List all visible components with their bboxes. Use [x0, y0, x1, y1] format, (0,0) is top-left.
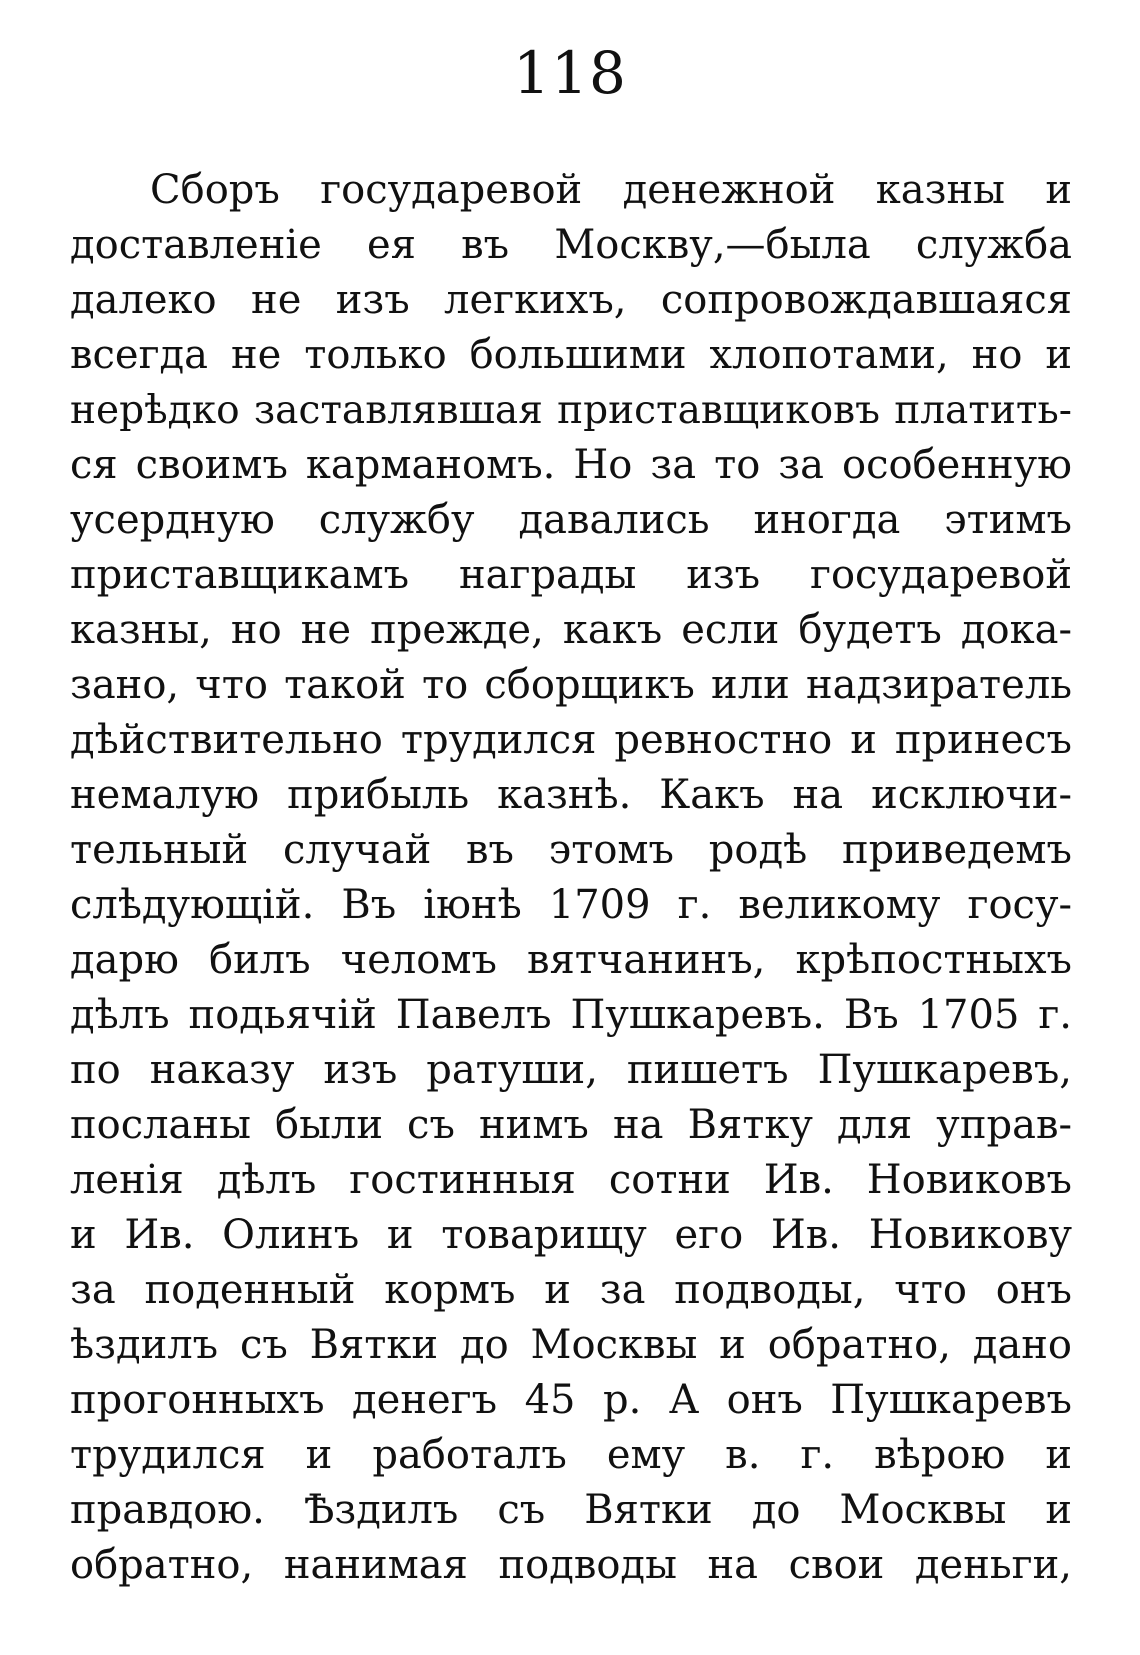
text-line: тельный случай въ этомъ родѣ приведемъ [70, 827, 1072, 873]
text-line: всегда не только большими хлопотами, но и [70, 332, 1072, 378]
text-line: зано, что такой то сборщикъ или надзиратель [70, 662, 1072, 708]
text-line: нерѣдко заставлявшая приставщиковъ платить- [70, 388, 1072, 433]
text-line: усердную службу давались иногда этимъ [70, 497, 1072, 543]
text-line: правдою. Ѣздилъ съ Вятки до Москвы и [70, 1487, 1072, 1533]
text-line: дѣлъ подьячій Павелъ Пушкаревъ. Въ 1705 г. [70, 992, 1072, 1038]
text-line: приставщикамъ награды изъ государевой [70, 552, 1072, 598]
text-line: ся своимъ карманомъ. Но за то за особенную [70, 442, 1072, 488]
page-number: 118 [513, 39, 627, 107]
body-text [70, 163, 1072, 1593]
text-line: дѣйствительно трудился ревностно и принесъ [70, 717, 1072, 763]
text-line: слѣдующій. Въ іюнѣ 1709 г. великому госу- [70, 882, 1072, 928]
text-line: и Ив. Олинъ и товарищу его Ив. Новикову [70, 1212, 1072, 1258]
text-line: обратно, нанимая подводы на свои деньги, [70, 1542, 1072, 1588]
text-line: далеко не изъ легкихъ, сопровождавшаяся [70, 277, 1072, 323]
text-line: трудился и работалъ ему в. г. вѣрою и [70, 1432, 1072, 1478]
text-line: по наказу изъ ратуши, пишетъ Пушкаревъ, [70, 1047, 1072, 1093]
text-line: посланы были съ нимъ на Вятку для управ- [70, 1102, 1072, 1148]
text-line: ленія дѣлъ гостинныя сотни Ив. Новиковъ [70, 1157, 1072, 1203]
text-line: за поденный кормъ и за подводы, что онъ [70, 1267, 1072, 1313]
text-line: Сборъ государевой денежной казны и [150, 167, 1072, 213]
text-line: дарю билъ челомъ вятчанинъ, крѣпостныхъ [70, 937, 1072, 983]
text-line: прогонныхъ денегъ 45 р. А онъ Пушкаревъ [70, 1377, 1072, 1423]
text-line: немалую прибыль казнѣ. Какъ на исключи- [70, 772, 1072, 818]
text-line: казны, но не прежде, какъ если будетъ дока- [70, 607, 1072, 653]
text-line: ѣздилъ съ Вятки до Москвы и обратно, дано [70, 1322, 1072, 1368]
text-line: доставленіе ея въ Москву,—была служба [70, 222, 1072, 268]
